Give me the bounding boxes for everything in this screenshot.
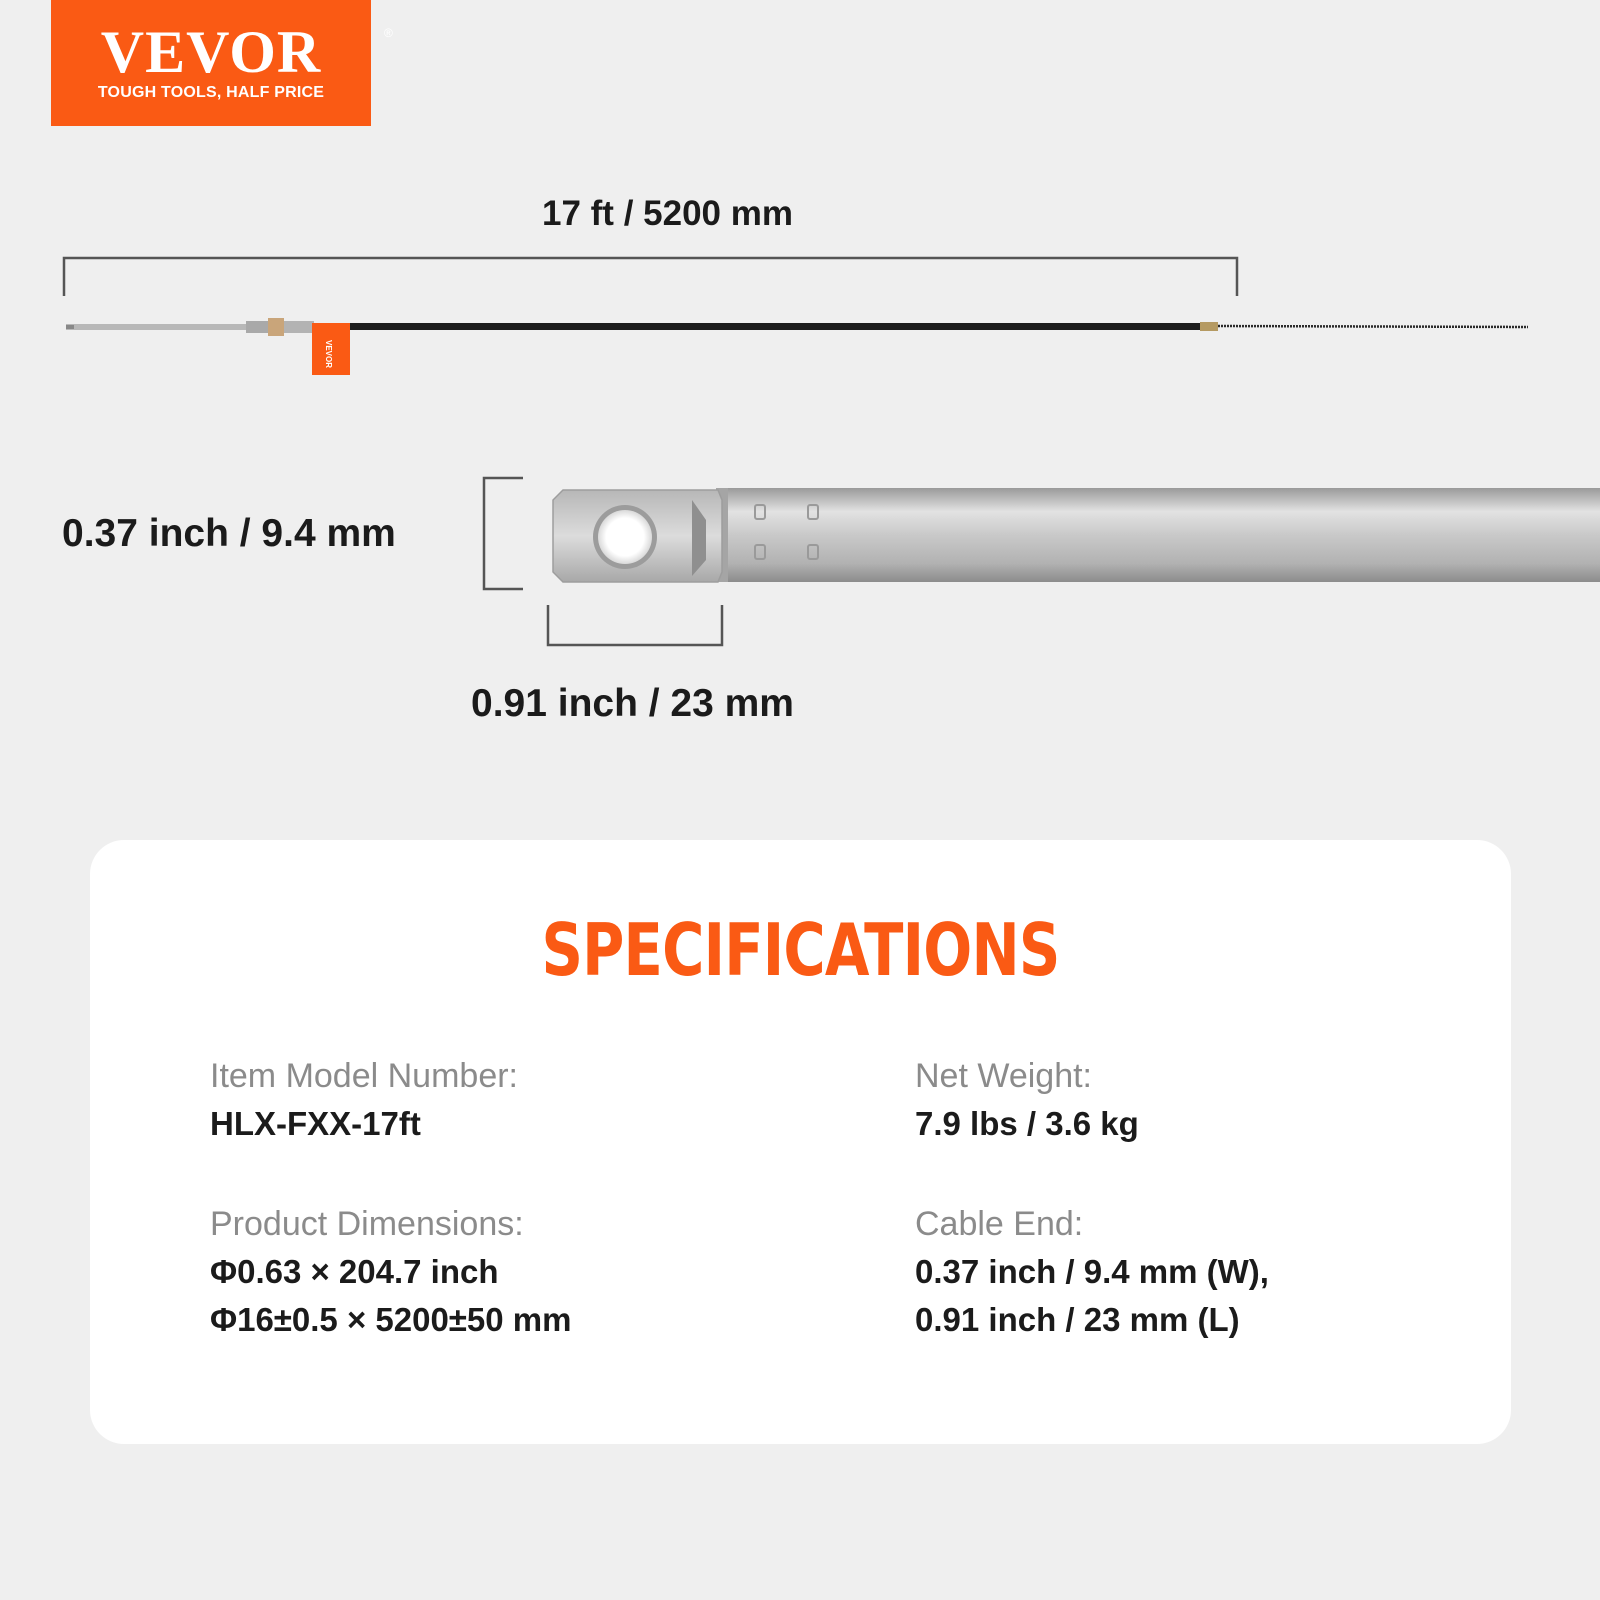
specifications-title: SPECIFICATIONS bbox=[541, 908, 1060, 992]
end-length-label: 0.91 inch / 23 mm bbox=[471, 682, 794, 725]
logo-tagline: TOUGH TOOLS, HALF PRICE bbox=[97, 84, 325, 101]
end-width-label: 0.37 inch / 9.4 mm bbox=[62, 512, 396, 555]
spec-value: Φ16±0.5 × 5200±50 mm bbox=[210, 1301, 572, 1338]
spec-value: Φ0.63 × 204.7 inch bbox=[210, 1253, 499, 1290]
registered-mark: ® bbox=[384, 26, 393, 40]
logo-wordmark: VEVOR bbox=[100, 19, 322, 85]
spec-net-weight bbox=[915, 1052, 1139, 1148]
spec-label: Product Dimensions: bbox=[210, 1205, 524, 1243]
spec-value: 7.9 lbs / 3.6 kg bbox=[915, 1105, 1139, 1142]
cable-end-closeup bbox=[553, 488, 1600, 582]
steering-cable bbox=[66, 318, 1528, 375]
svg-text:VEVOR: VEVOR bbox=[324, 340, 333, 369]
overall-length-label: 17 ft / 5200 mm bbox=[542, 194, 793, 233]
width-bracket bbox=[484, 478, 523, 589]
spec-label: Cable End: bbox=[915, 1205, 1084, 1243]
spec-value: HLX-FXX-17ft bbox=[210, 1105, 421, 1142]
spec-model-number bbox=[210, 1052, 518, 1148]
specifications-card bbox=[90, 840, 1511, 1444]
spec-value: 0.37 inch / 9.4 mm (W), bbox=[915, 1253, 1269, 1290]
spec-product-dimensions bbox=[210, 1200, 571, 1344]
end-length-bracket bbox=[548, 605, 722, 645]
spec-label: Net Weight: bbox=[915, 1057, 1093, 1095]
spec-cable-end bbox=[915, 1200, 1269, 1344]
spec-label: Item Model Number: bbox=[210, 1057, 518, 1095]
length-bracket bbox=[64, 258, 1237, 296]
spec-value: 0.91 inch / 23 mm (L) bbox=[915, 1301, 1240, 1338]
